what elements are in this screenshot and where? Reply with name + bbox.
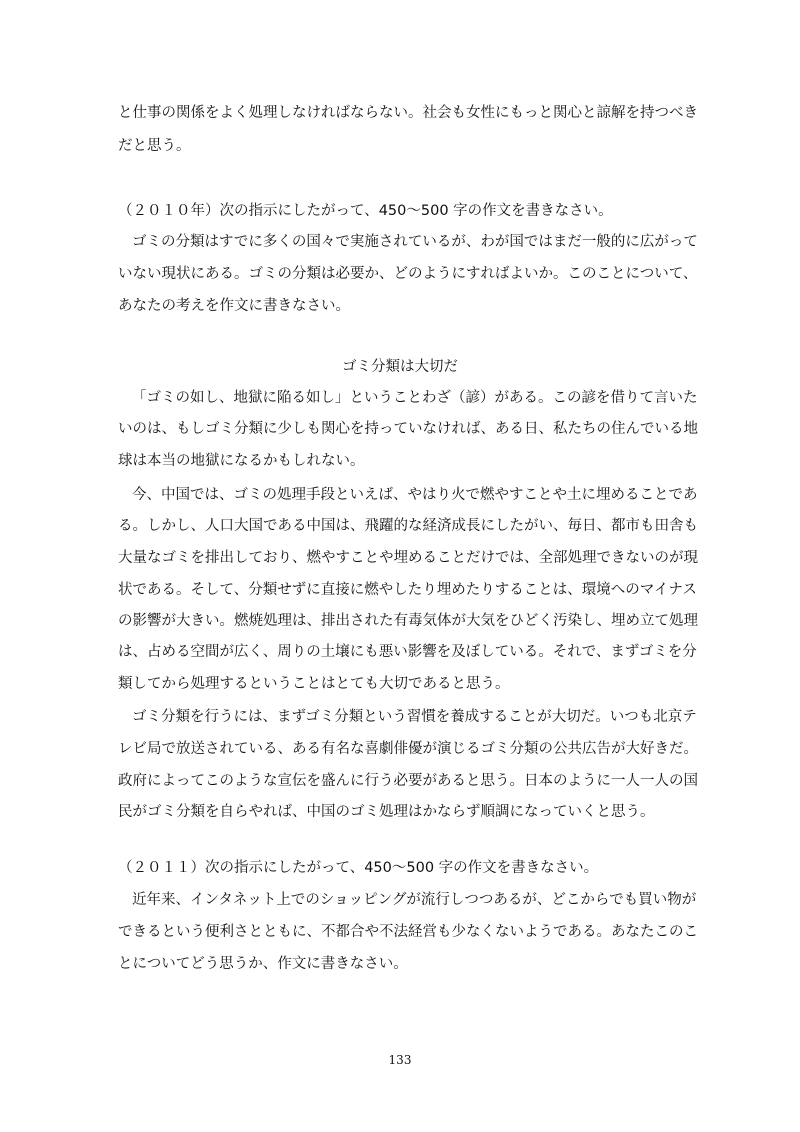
q2011-prompt-line-3: とについてどう思うか、作文に書きなさい。 bbox=[118, 956, 408, 972]
q2011-header: （２０１１）次の指示にしたがって、450～500 字の作文を書きなさい。 bbox=[118, 860, 599, 876]
intro-line-2: だと思う。 bbox=[118, 138, 191, 154]
essay-p3-line-2: レビ局で放送されている、ある有名な喜劇俳優が演じるゴミ分類の公共広告が大好きだ。 bbox=[118, 741, 698, 757]
q2011-prompt-line-2: できるという便利さとともに、不都合や不法経営も少なくないようである。あなたこのこ bbox=[118, 924, 698, 940]
essay-title: ゴミ分類は大切だ bbox=[342, 359, 458, 375]
essay-p2-line-1: 今、中国では、ゴミの処理手段といえば、やはり火で燃やすことや土に埋めることであ bbox=[132, 487, 698, 503]
page-number: 133 bbox=[388, 1053, 412, 1067]
essay-p1-line-2: いのは、もしゴミ分類に少しも関心を持っていなければ、ある日、私たちの住んでいる地 bbox=[118, 421, 698, 437]
q2011-prompt-line-1: 近年来、インタネット上でのショッピングが流行しつつあるが、どこからでも買い物が bbox=[132, 892, 697, 908]
essay-p2-line-6: は、占める空間が広く、周りの土壌にも悪い影響を及ぼしている。それで、まずゴミを分 bbox=[118, 644, 697, 660]
essay-p2-line-5: の影響が大きい。燃焼処理は、排出された有毒気体が大気をひどく汚染し、埋め立て処理 bbox=[118, 613, 698, 629]
essay-p2-line-4: 状である。そして、分類せずに直接に燃やしたり埋めたりすることは、環境へのマイナス bbox=[118, 582, 697, 598]
q2010-header: （２０１０年）次の指示にしたがって、450～500 字の作文を書きなさい。 bbox=[118, 203, 613, 219]
essay-p1-line-3: 球は本当の地獄になるかもしれない。 bbox=[118, 453, 365, 469]
q2010-prompt-line-3: あなたの考えを作文に書きなさい。 bbox=[118, 298, 350, 314]
essay-p2-line-3: 大量なゴミを排出しており、燃やすことや埋めることだけでは、全部処理できないのが現 bbox=[118, 550, 698, 566]
q2010-prompt-line-1: ゴミの分類はすでに多くの国々で実施されているが、わが国ではまだ一般的に広がって bbox=[132, 234, 698, 250]
essay-p3-line-3: 政府によってこのような宣伝を盛んに行う必要があると思う。日本のように一人一人の国 bbox=[118, 773, 698, 789]
essay-p2-line-2: る。しかし、人口大国である中国は、飛躍的な経済成長にしたがい、毎日、都市も田舎も bbox=[118, 518, 698, 534]
essay-p2-line-7: 類してから処理するということはとても大切であると思う。 bbox=[118, 676, 510, 692]
essay-p1-line-1: 「ゴミの如し、地獄に陥る如し」ということわざ（諺）がある。この諺を借りて言いた bbox=[132, 390, 698, 406]
essay-p3-line-4: 民がゴミ分類を自らやれば、中国のゴミ処理はかならず順調になっていくと思う。 bbox=[118, 804, 655, 820]
essay-p3-line-1: ゴミ分類を行うには、まずゴミ分類という習慣を養成することが大切だ。いつも北京テ bbox=[132, 709, 697, 725]
q2010-prompt-line-2: いない現状にある。ゴミの分類は必要か、どのようにすればよいか。このことについて、 bbox=[118, 266, 698, 282]
intro-line-1: と仕事の関係をよく処理しなければならない。社会も女性にもっと関心と諒解を持つべき bbox=[118, 105, 698, 121]
